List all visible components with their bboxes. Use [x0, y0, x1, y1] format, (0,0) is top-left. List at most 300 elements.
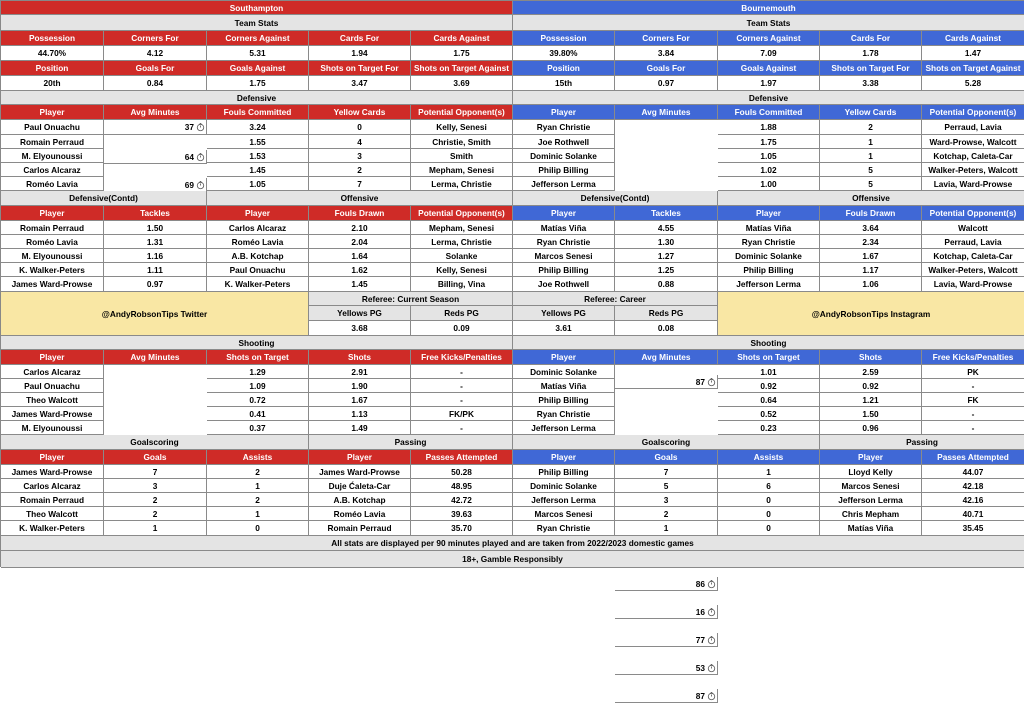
player-name: Romain Perraud: [1, 135, 104, 149]
player-name: Dominic Solanke: [718, 249, 820, 263]
table-cell: 1.67: [309, 393, 411, 407]
player-name: Chris Mepham: [820, 507, 922, 521]
table-cell: -: [922, 421, 1024, 435]
column-header: Yellow Cards: [309, 105, 411, 120]
defensive-header: Defensive: [513, 91, 1024, 105]
minutes-value: 87: [695, 690, 705, 701]
table-cell: 0.92: [718, 379, 820, 393]
table-cell: 7: [104, 465, 207, 479]
table-cell: [615, 633, 718, 647]
stopwatch-icon: [196, 123, 205, 132]
team-stat-value: 1.75: [207, 76, 309, 91]
table-cell: 1.21: [820, 393, 922, 407]
table-cell: 0: [718, 507, 820, 521]
table-cell: -: [922, 379, 1024, 393]
table-cell: 2: [820, 120, 922, 135]
team-stat-value: 7.09: [718, 46, 820, 61]
table-cell: [104, 150, 207, 164]
table-cell: 1.16: [104, 249, 207, 263]
column-header: Free Kicks/Penalties: [411, 350, 513, 365]
table-cell: 44.07: [922, 465, 1024, 479]
table-cell: 0: [309, 120, 411, 135]
passing-header: Passing: [820, 435, 1024, 450]
team-stat-label: Cards For: [820, 31, 922, 46]
player-name: K. Walker-Peters: [1, 521, 104, 536]
player-name: Philip Billing: [513, 393, 615, 407]
team-stat-value: 1.75: [411, 46, 513, 61]
team-stat-label: Goals Against: [718, 61, 820, 76]
table-cell: [615, 689, 718, 703]
table-cell: Mepham, Senesi: [411, 221, 513, 235]
table-cell: [615, 661, 718, 675]
stopwatch-icon: [196, 152, 205, 161]
column-header: Fouls Committed: [718, 105, 820, 120]
team-stat-label: Corners Against: [207, 31, 309, 46]
player-name: Joe Rothwell: [513, 277, 615, 292]
referee-career-title: Referee: Career: [513, 292, 718, 306]
table-cell: [615, 605, 718, 619]
team-stat-value: 44.70%: [1, 46, 104, 61]
table-cell: Walker-Peters, Walcott: [922, 163, 1024, 177]
minutes-value: 16: [695, 606, 705, 617]
player-name: Jefferson Lerma: [513, 493, 615, 507]
table-cell: 1.09: [207, 379, 309, 393]
player-name: Paul Onuachu: [1, 379, 104, 393]
player-name: A.B. Kotchap: [309, 493, 411, 507]
team-stat-value: 3.38: [820, 76, 922, 91]
team-title: Southampton: [1, 1, 513, 15]
player-name: Theo Walcott: [1, 507, 104, 521]
team-stat-label: Shots on Target For: [820, 61, 922, 76]
table-cell: 2: [207, 493, 309, 507]
table-cell: Kelly, Senesi: [411, 263, 513, 277]
table-cell: -: [411, 421, 513, 435]
twitter-handle: @AndyRobsonTips Twitter: [1, 292, 309, 336]
stopwatch-icon: [707, 691, 716, 700]
team-stat-value: 5.28: [922, 76, 1024, 91]
minutes-value: 53: [695, 662, 705, 673]
column-header: Yellows PG: [309, 306, 411, 321]
table-cell: [615, 375, 718, 389]
table-cell: 1: [104, 521, 207, 536]
table-cell: Kelly, Senesi: [411, 120, 513, 135]
table-cell: 42.16: [922, 493, 1024, 507]
column-header: Fouls Committed: [207, 105, 309, 120]
table-cell: 2.04: [309, 235, 411, 249]
table-cell: 1.05: [718, 149, 820, 163]
table-cell: 4: [309, 135, 411, 149]
team-stat-value: 15th: [513, 76, 615, 91]
column-header: Assists: [207, 450, 309, 465]
player-name: Carlos Alcaraz: [1, 365, 104, 379]
shooting-header: Shooting: [513, 336, 1024, 350]
table-cell: 42.72: [411, 493, 513, 507]
stopwatch-icon: [707, 377, 716, 386]
table-cell: Mepham, Senesi: [411, 163, 513, 177]
player-name: K. Walker-Peters: [1, 263, 104, 277]
table-cell: 1.30: [615, 235, 718, 249]
team-title: Bournemouth: [513, 1, 1024, 15]
table-cell: 0.41: [207, 407, 309, 421]
column-header: Player: [513, 206, 615, 221]
table-cell: 2: [309, 163, 411, 177]
table-cell: 1.25: [615, 263, 718, 277]
player-name: Jefferson Lerma: [820, 493, 922, 507]
team-stat-label: Corners For: [104, 31, 207, 46]
table-cell: 0.92: [820, 379, 922, 393]
table-cell: 2: [104, 493, 207, 507]
minutes-value: 69: [184, 179, 194, 190]
table-cell: 2: [207, 465, 309, 479]
table-cell: 1.31: [104, 235, 207, 249]
table-cell: 3: [309, 149, 411, 163]
team-stats-header: Team Stats: [513, 15, 1024, 31]
team-stat-value: 39.80%: [513, 46, 615, 61]
player-name: Romain Perraud: [1, 221, 104, 235]
team-stat-value: 3.47: [309, 76, 411, 91]
table-cell: Lavia, Ward-Prowse: [922, 177, 1024, 191]
player-name: Theo Walcott: [1, 393, 104, 407]
table-cell: Kotchap, Caleta-Car: [922, 149, 1024, 163]
column-header: Player: [207, 206, 309, 221]
table-cell: Smith: [411, 149, 513, 163]
player-name: M. Elyounoussi: [1, 421, 104, 435]
column-header: Player: [513, 450, 615, 465]
team-stat-label: Corners Against: [718, 31, 820, 46]
team-stats-header: Team Stats: [1, 15, 513, 31]
team-stat-label: Cards For: [309, 31, 411, 46]
column-header: Avg Minutes: [104, 105, 207, 120]
table-cell: 1: [718, 465, 820, 479]
player-name: Roméo Lavia: [1, 177, 104, 191]
goalscoring-header: Goalscoring: [1, 435, 309, 450]
column-header: Potential Opponent(s): [411, 206, 513, 221]
column-header: Fouls Drawn: [820, 206, 922, 221]
table-cell: 1.27: [615, 249, 718, 263]
table-cell: 1.17: [820, 263, 922, 277]
column-header: Reds PG: [615, 306, 718, 321]
stopwatch-icon: [707, 607, 716, 616]
team-stat-label: Possession: [1, 31, 104, 46]
team-stat-value: 3.69: [411, 76, 513, 91]
instagram-handle: @AndyRobsonTips Instagram: [718, 292, 1024, 336]
table-cell: 2.10: [309, 221, 411, 235]
defensive-contd-header: Defensive(Contd): [513, 191, 718, 206]
column-header: Player: [1, 206, 104, 221]
table-cell: 1.64: [309, 249, 411, 263]
table-cell: 1.06: [820, 277, 922, 292]
table-cell: PK: [922, 365, 1024, 379]
table-cell: 40.71: [922, 507, 1024, 521]
stopwatch-icon: [707, 663, 716, 672]
table-cell: 0: [718, 521, 820, 536]
minutes-value: 64: [184, 151, 194, 162]
table-cell: -: [411, 365, 513, 379]
table-cell: Solanke: [411, 249, 513, 263]
table-cell: 1.50: [104, 221, 207, 235]
player-name: Marcos Senesi: [820, 479, 922, 493]
table-cell: 5: [820, 177, 922, 191]
column-header: Player: [513, 105, 615, 120]
player-name: James Ward-Prowse: [1, 407, 104, 421]
column-header: Assists: [718, 450, 820, 465]
stopwatch-icon: [707, 579, 716, 588]
column-header: Player: [513, 350, 615, 365]
table-cell: 1.49: [309, 421, 411, 435]
column-header: Goals: [615, 450, 718, 465]
table-cell: 1.45: [309, 277, 411, 292]
team-stat-value: 1.97: [718, 76, 820, 91]
player-name: Carlos Alcaraz: [1, 163, 104, 177]
team-stat-label: Cards Against: [411, 31, 513, 46]
team-stat-value: 1.78: [820, 46, 922, 61]
player-name: Paul Onuachu: [1, 120, 104, 135]
column-header: Goals: [104, 450, 207, 465]
column-header: Player: [309, 450, 411, 465]
team-stat-value: 1.94: [309, 46, 411, 61]
table-cell: 39.63: [411, 507, 513, 521]
player-name: Jefferson Lerma: [718, 277, 820, 292]
column-header: Player: [820, 450, 922, 465]
table-cell: 6: [718, 479, 820, 493]
team-stat-value: 4.12: [104, 46, 207, 61]
table-cell: 7: [615, 465, 718, 479]
player-name: A.B. Kotchap: [207, 249, 309, 263]
table-cell: 3.64: [820, 221, 922, 235]
table-cell: Christie, Smith: [411, 135, 513, 149]
shooting-header: Shooting: [1, 336, 513, 350]
minutes-value: 87: [695, 376, 705, 387]
column-header: Shots on Target: [718, 350, 820, 365]
team-stat-label: Goals Against: [207, 61, 309, 76]
player-name: Carlos Alcaraz: [1, 479, 104, 493]
table-cell: Kotchap, Caleta-Car: [922, 249, 1024, 263]
column-header: Shots: [309, 350, 411, 365]
column-header: Potential Opponent(s): [411, 105, 513, 120]
table-cell: 3.24: [207, 120, 309, 135]
column-header: Passes Attempted: [922, 450, 1024, 465]
team-stat-label: Corners For: [615, 31, 718, 46]
table-cell: 1.13: [309, 407, 411, 421]
column-header: Potential Opponent(s): [922, 105, 1024, 120]
player-name: M. Elyounoussi: [1, 149, 104, 163]
table-cell: 1.11: [104, 263, 207, 277]
offensive-header: Offensive: [207, 191, 513, 206]
defensive-contd-header: Defensive(Contd): [1, 191, 207, 206]
player-name: Jefferson Lerma: [513, 177, 615, 191]
table-cell: 0.52: [718, 407, 820, 421]
player-name: Ryan Christie: [513, 407, 615, 421]
table-cell: 1.88: [718, 120, 820, 135]
player-name: James Ward-Prowse: [1, 465, 104, 479]
table-cell: 1.55: [207, 135, 309, 149]
table-cell: FK/PK: [411, 407, 513, 421]
table-cell: 4.55: [615, 221, 718, 235]
player-name: Carlos Alcaraz: [207, 221, 309, 235]
referee-current-title: Referee: Current Season: [309, 292, 513, 306]
defensive-header: Defensive: [1, 91, 513, 105]
table-cell: 1.90: [309, 379, 411, 393]
column-header: Avg Minutes: [104, 350, 207, 365]
table-cell: 3: [615, 493, 718, 507]
table-cell: Lerma, Christie: [411, 235, 513, 249]
minutes-value: 77: [695, 634, 705, 645]
referee-value: 3.61: [513, 321, 615, 336]
table-cell: Lerma, Christie: [411, 177, 513, 191]
table-cell: 35.45: [922, 521, 1024, 536]
team-stat-label: Goals For: [615, 61, 718, 76]
table-cell: 5: [615, 479, 718, 493]
player-name: Joe Rothwell: [513, 135, 615, 149]
column-header: Player: [1, 350, 104, 365]
minutes-value: 86: [695, 578, 705, 589]
table-cell: Ward-Prowse, Walcott: [922, 135, 1024, 149]
player-name: Roméo Lavia: [309, 507, 411, 521]
table-cell: 0.88: [615, 277, 718, 292]
referee-value: 0.08: [615, 321, 718, 336]
table-cell: Walker-Peters, Walcott: [922, 263, 1024, 277]
offensive-header: Offensive: [718, 191, 1024, 206]
table-cell: 1.50: [820, 407, 922, 421]
column-header: Player: [1, 450, 104, 465]
table-cell: 1: [615, 521, 718, 536]
table-cell: 50.28: [411, 465, 513, 479]
player-name: James Ward-Prowse: [1, 277, 104, 292]
column-header: Player: [718, 206, 820, 221]
table-cell: [104, 120, 207, 135]
player-name: Philip Billing: [718, 263, 820, 277]
column-header: Reds PG: [411, 306, 513, 321]
player-name: Duje Ćaleta-Car: [309, 479, 411, 493]
table-cell: 1.05: [207, 177, 309, 191]
team-stat-value: 3.84: [615, 46, 718, 61]
player-name: Ryan Christie: [513, 521, 615, 536]
player-name: Dominic Solanke: [513, 365, 615, 379]
table-cell: 1.67: [820, 249, 922, 263]
table-cell: 1.02: [718, 163, 820, 177]
table-cell: 0.37: [207, 421, 309, 435]
table-cell: 0: [207, 521, 309, 536]
player-name: Ryan Christie: [718, 235, 820, 249]
team-stat-value: 5.31: [207, 46, 309, 61]
player-name: Paul Onuachu: [207, 263, 309, 277]
stopwatch-icon: [707, 635, 716, 644]
team-stat-value: 20th: [1, 76, 104, 91]
table-cell: 1: [207, 507, 309, 521]
table-cell: 0: [718, 493, 820, 507]
table-cell: 35.70: [411, 521, 513, 536]
player-name: Jefferson Lerma: [513, 421, 615, 435]
column-header: Avg Minutes: [615, 105, 718, 120]
table-cell: Lavia, Ward-Prowse: [922, 277, 1024, 292]
goalscoring-header: Goalscoring: [513, 435, 820, 450]
table-cell: 2: [615, 507, 718, 521]
column-header: Free Kicks/Penalties: [922, 350, 1024, 365]
referee-value: 3.68: [309, 321, 411, 336]
table-cell: 1.45: [207, 163, 309, 177]
table-cell: 2.91: [309, 365, 411, 379]
table-cell: 1.29: [207, 365, 309, 379]
player-name: Marcos Senesi: [513, 249, 615, 263]
player-name: Ryan Christie: [513, 120, 615, 135]
column-header: Potential Opponent(s): [922, 206, 1024, 221]
table-cell: Perraud, Lavia: [922, 120, 1024, 135]
player-name: Matías Viña: [513, 221, 615, 235]
table-cell: 7: [309, 177, 411, 191]
team-stat-label: Shots on Target For: [309, 61, 411, 76]
player-name: Philip Billing: [513, 263, 615, 277]
table-cell: 0.64: [718, 393, 820, 407]
player-name: Romain Perraud: [1, 493, 104, 507]
table-cell: 1.00: [718, 177, 820, 191]
table-cell: 0.96: [820, 421, 922, 435]
team-stat-label: Shots on Target Against: [411, 61, 513, 76]
column-header: Tackles: [615, 206, 718, 221]
table-cell: [104, 178, 207, 192]
table-cell: 1.01: [718, 365, 820, 379]
player-name: Philip Billing: [513, 163, 615, 177]
table-cell: Walcott: [922, 221, 1024, 235]
team-stat-label: Cards Against: [922, 31, 1024, 46]
column-header: Avg Minutes: [615, 350, 718, 365]
table-cell: 1: [207, 479, 309, 493]
player-name: Matías Viña: [820, 521, 922, 536]
table-cell: 1.62: [309, 263, 411, 277]
team-stat-value: 0.84: [104, 76, 207, 91]
table-cell: Perraud, Lavia: [922, 235, 1024, 249]
table-cell: -: [411, 393, 513, 407]
table-cell: 0.23: [718, 421, 820, 435]
table-cell: 5: [820, 163, 922, 177]
table-cell: 2: [104, 507, 207, 521]
column-header: Yellows PG: [513, 306, 615, 321]
table-cell: 0.72: [207, 393, 309, 407]
table-cell: 1: [820, 135, 922, 149]
gamble-notice: 18+, Gamble Responsibly: [1, 551, 1024, 568]
table-cell: 48.95: [411, 479, 513, 493]
table-cell: 0.97: [104, 277, 207, 292]
table-cell: Billing, Vina: [411, 277, 513, 292]
player-name: Matías Viña: [513, 379, 615, 393]
column-header: Passes Attempted: [411, 450, 513, 465]
team-stat-label: Position: [513, 61, 615, 76]
table-cell: 1: [820, 149, 922, 163]
player-name: Matías Viña: [718, 221, 820, 235]
column-header: Shots on Target: [207, 350, 309, 365]
column-header: Fouls Drawn: [309, 206, 411, 221]
column-header: Yellow Cards: [820, 105, 922, 120]
player-name: Dominic Solanke: [513, 149, 615, 163]
player-name: Lloyd Kelly: [820, 465, 922, 479]
team-stat-label: Shots on Target Against: [922, 61, 1024, 76]
team-stat-label: Possession: [513, 31, 615, 46]
table-cell: [615, 577, 718, 591]
player-name: M. Elyounoussi: [1, 249, 104, 263]
column-header: Player: [1, 105, 104, 120]
player-name: K. Walker-Peters: [207, 277, 309, 292]
team-stat-label: Goals For: [104, 61, 207, 76]
column-header: Tackles: [104, 206, 207, 221]
footer-note: All stats are displayed per 90 minutes played and are taken from 2022/2023 domestic games: [1, 536, 1024, 551]
column-header: Shots: [820, 350, 922, 365]
player-name: Philip Billing: [513, 465, 615, 479]
table-cell: 1.53: [207, 149, 309, 163]
stopwatch-icon: [196, 180, 205, 189]
player-name: Marcos Senesi: [513, 507, 615, 521]
team-stat-value: 0.97: [615, 76, 718, 91]
team-stat-value: 1.47: [922, 46, 1024, 61]
table-cell: 42.18: [922, 479, 1024, 493]
